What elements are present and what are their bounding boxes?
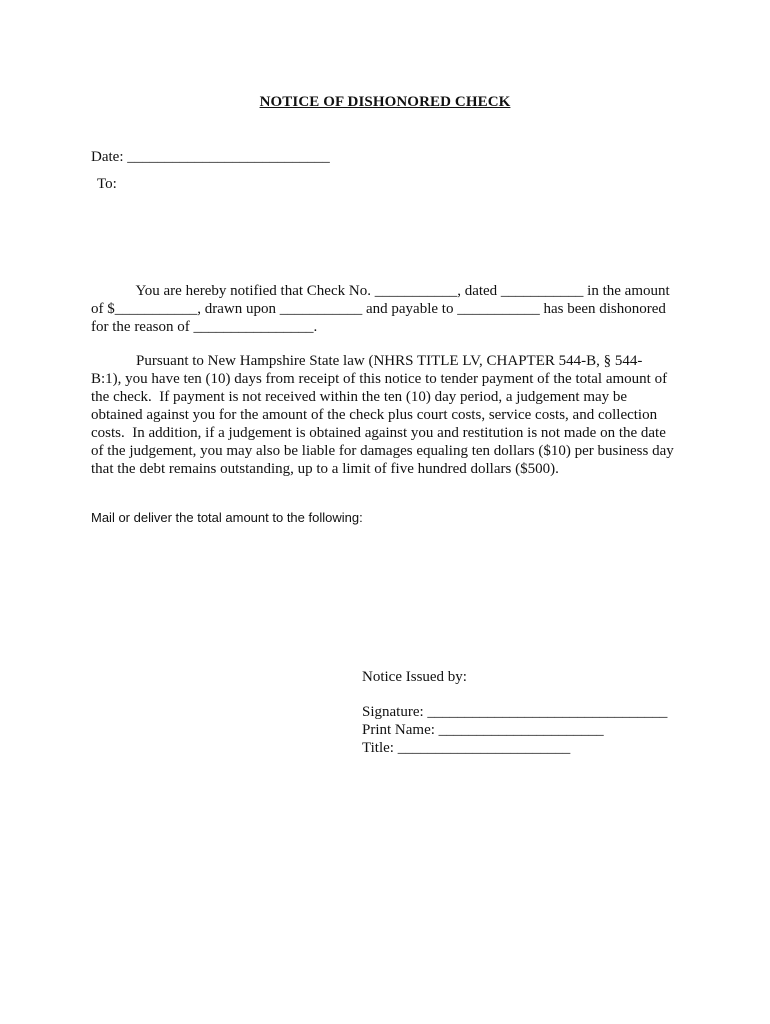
check-paragraph-line: You are hereby notified that Check No. ___________, dated ___________ in the amount xyxy=(91,283,670,299)
law-paragraph-line: B:1), you have ten (10) days from receipt of this notice to tender payment of the total amount of xyxy=(91,371,668,387)
law-paragraph-line: of the judgement, you may also be liable for damages equaling ten dollars ($10) per business day xyxy=(91,443,674,459)
law-paragraph-line: that the debt remains outstanding, up to a limit of five hundred dollars ($500). xyxy=(91,461,559,477)
print-name-line: Print Name: ______________________ xyxy=(362,722,604,738)
to-line: To: xyxy=(97,176,117,192)
signature-line: Signature: ________________________________ xyxy=(362,704,668,720)
law-paragraph-line: obtained against you for the amount of the check plus court costs, service costs, and collection xyxy=(91,407,658,423)
date-line: Date: ___________________________ xyxy=(91,149,330,165)
check-paragraph-line: of $___________, drawn upon ___________ and payable to ___________ has been dishonored xyxy=(91,301,666,317)
law-paragraph-line: costs. In addition, if a judgement is obtained against you and restitution is not made on the date xyxy=(91,425,666,441)
notice-issued-heading: Notice Issued by: xyxy=(362,669,467,685)
law-paragraph-line: the check. If payment is not received within the ten (10) day period, a judgement may be xyxy=(91,389,628,405)
law-paragraph-line: Pursuant to New Hampshire State law (NHRS TITLE LV, CHAPTER 544-B, § 544- xyxy=(91,353,643,369)
check-paragraph-line: for the reason of ________________. xyxy=(91,319,318,335)
mail-instruction: Mail or deliver the total amount to the following: xyxy=(91,510,363,525)
document-title: NOTICE OF DISHONORED CHECK xyxy=(259,94,511,110)
title-line: Title: _______________________ xyxy=(362,740,571,756)
